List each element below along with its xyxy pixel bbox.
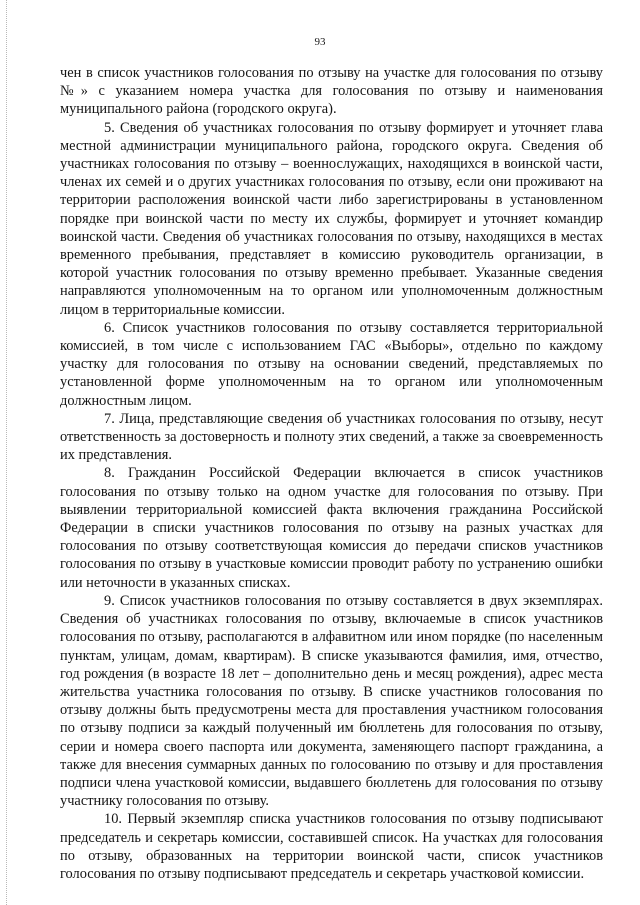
paragraph-continuation: чен в список участников голосования по отзыву на участке для голосования по отзыву №» с указанием номера участка для голосования по отзыву и наименования муниципального района (городского округа). <box>60 65 603 118</box>
paragraph-item-10: 10. Первый экземпляр списка участников голосования по отзыву подписывают председатель и секретарь комиссии, составившей список. На участках для голосования по отзыву, образованных на территории воинской части, список участников голосования по отзыву подписывают председатель и секретарь участковой комиссии. <box>60 811 603 882</box>
paragraph-item-6: 6. Список участников голосования по отзыву составляется территориальной комиссией, в том числе с использованием ГАС «Выборы», отдельно по каждому участку для голосования по отзыву на основании сведений, представляемых по установленной форме уполномоченным на то органом или уполномоченным должностным лицом. <box>60 319 603 409</box>
body-text <box>60 64 603 883</box>
paragraph-item-9: 9. Список участников голосования по отзыву составляется в двух экземплярах. Сведения об участниках голосования по отзыву, включаемые в список участников голосования по отзыву, располагаются в алфавитном или ином порядке (по населенным пунктам, улицам, домам, квартирам). В списке указываются фамилия, имя, отчество, год рождения (в возрасте 18 лет – дополнительно день и месяц рождения), адрес места жительства участника голосования по отзыву. В списке участников голосования по отзыву должны быть предусмотрены места для проставления участником голосования по отзыву подписи за каждый полученный им бюллетень для голосования по отзыву, серии и номера своего паспорта или документа, заменяющего паспорт гражданина, а также для внесения суммарных данных по голосованию по отзыву и для проставления подписи члена участковой комиссии, выдавшего бюллетень для голосования по отзыву участнику голосования по отзыву. <box>60 592 603 810</box>
paragraph-item-7: 7. Лица, представляющие сведения об участниках голосования по отзыву, несут ответственность за достоверность и полноту этих сведений, а также за своевременность их представления. <box>60 410 603 464</box>
page-number: 93 <box>314 36 326 48</box>
paragraph-item-8: 8. Гражданин Российской Федерации включается в список участников голосования по отзыву только на одном участке для голосования по отзыву. При выявлении территориальной комиссией факта включения гражданина Российской Федерации в списки участников голосования по отзыву на разных участках для голосования по отзыву соответствующая комиссия до передачи списков участников голосования по отзыву в участковые комиссии проводит работу по устранению ошибки или неточности в указанных списках. <box>60 465 603 591</box>
paragraph-item-5: 5. Сведения об участниках голосования по отзыву формирует и уточняет глава местной администрации муниципального района, городского округа. Сведения об участниках голосования по отзыву – военнослужащих, находящихся в воинской части, членах их семей и о других участниках голосования по отзыву, если они проживают на территории расположения воинской части либо зарегистрированы в установленном порядке при воинской части по месту их службы, формирует и уточняет командир воинской части. Сведения об участниках голосования по отзыву, находящихся в местах временного пребывания, представляет в комиссию руководитель организации, в которой участник голосования по отзыву временно пребывает. Указанные сведения направляются уполномоченным на то органом или уполномоченным должностным лицом в территориальные комиссии. <box>60 119 603 318</box>
binding-margin-line <box>6 0 7 905</box>
